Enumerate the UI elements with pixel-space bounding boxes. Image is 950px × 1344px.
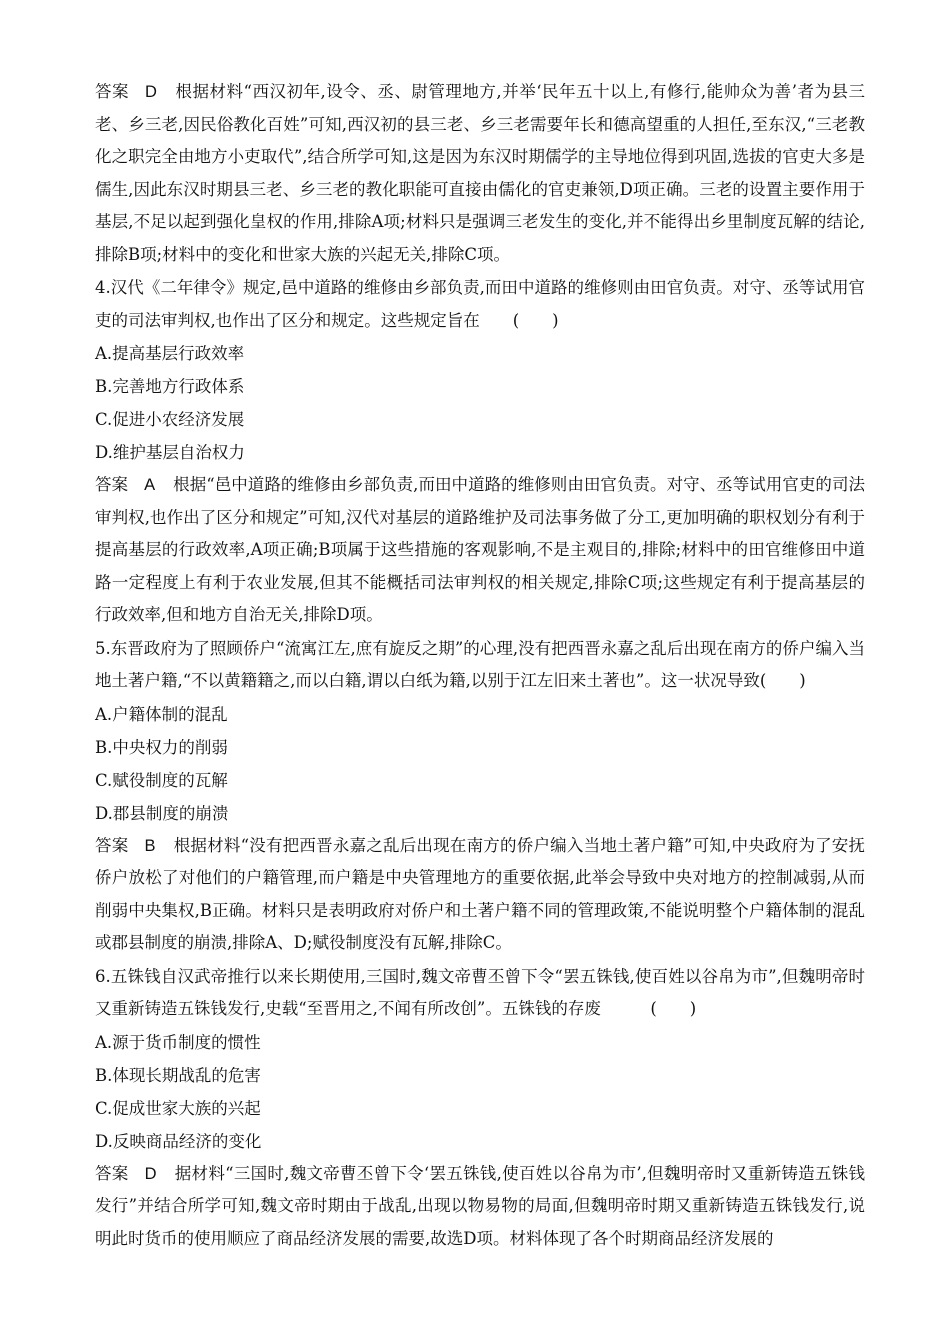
question-4-option-b: B.完善地方行政体系 xyxy=(95,377,245,396)
answer-3 xyxy=(95,76,865,271)
answer-key: A xyxy=(144,476,156,494)
answer-explanation: 根据材料“没有把西晋永嘉之乱后出现在南方的侨户编入当地土著户籍”可知,中央政府为了安抚侨户放松了对他们的户籍管理,而户籍是中央管理地方的重要依据,此举会导致中央对地方的控制减弱,从而削弱中央集权,B正确。材料只是表明政府对侨户和土著户籍不同的管理政策,不能说明整个户籍体制的混乱或郡县制度的崩溃,排除A、D;赋役制度没有瓦解,排除C。 xyxy=(95,835,866,952)
question-4-option-d: D.维护基层自治权力 xyxy=(95,443,245,462)
question-5-option-d: D.郡县制度的崩溃 xyxy=(95,803,229,823)
answer-label: 答案 xyxy=(95,1163,129,1183)
question-6-stem: 6.五铢钱自汉武帝推行以来长期使用,三国时,魏文帝曹丕曾下令“罢五铢钱,使百姓以谷帛为市”,但魏明帝时又重新铸造五铢钱发行,史载“至晋用之,不闻有所改创”。五铢钱的存废 ( ) xyxy=(95,966,865,1018)
question-6-option-d: D.反映商品经济的变化 xyxy=(95,1131,262,1151)
question-6-option-a: A.源于货币制度的惯性 xyxy=(95,1032,261,1052)
document-body xyxy=(95,76,865,1255)
answer-label: 答案 xyxy=(95,475,129,494)
answer-4 xyxy=(95,469,865,632)
question-6-option-c: C.促成世家大族的兴起 xyxy=(95,1098,261,1118)
question-4-option-a: A.提高基层行政效率 xyxy=(95,344,245,363)
question-5-option-a: A.户籍体制的混乱 xyxy=(95,704,228,724)
question-5-option-b: B.中央权力的削弱 xyxy=(95,737,228,757)
answer-key: B xyxy=(144,836,156,855)
answer-explanation: 根据材料“西汉初年,设令、丞、尉管理地方,并举‘民年五十以上,有修行,能帅众为善’者为县三老、乡三老,因民俗教化百姓”可知,西汉初的县三老、乡三老需要年长和德高望重的人担任,至东汉,“三老教化之职完全由地方小吏取代”,结合所学可知,这是因为东汉时期儒学的主导地位得到巩固,选拔的官吏大多是儒生,因此东汉时期县三老、乡三老的教化职能可直接由儒化的官吏兼领,D项正确。三老的设置主要作用于基层,不足以起到强化皇权的作用,排除A项;材料只是强调三老发生的变化,并不能得出乡里制度瓦解的结论,排除B项;材料中的变化和世家大族的兴起无关,排除C项。 xyxy=(95,82,866,264)
answer-key: D xyxy=(144,1164,157,1183)
question-5-stem: 5.东晋政府为了照顾侨户“流寓江左,庶有旋反之期”的心理,没有把西晋永嘉之乱后出现在南方的侨户编入当地土著户籍,“不以黄籍籍之,而以白籍,谓以白纸为籍,以别于江左旧来土著也”。这一状况导致( ) xyxy=(95,638,865,690)
answer-explanation: 据材料“三国时,魏文帝曹丕曾下令‘罢五铢钱,使百姓以谷帛为市’,但魏明帝时又重新铸造五铢钱发行”并结合所学可知,魏文帝时期由于战乱,出现以物易物的局面,但魏明帝时期又重新铸造五铢钱发行,说明此时货币的使用顺应了商品经济发展的需要,故选D项。材料体现了各个时期商品经济发展的 xyxy=(95,1163,865,1248)
question-6-option-b: B.体现长期战乱的危害 xyxy=(95,1065,261,1085)
question-4-option-c: C.促进小农经济发展 xyxy=(95,410,245,429)
question-4-stem: 4.汉代《二年律令》规定,邑中道路的维修由乡部负责,而田中道路的维修则由田官负责。对守、丞等试用官吏的司法审判权,也作出了区分和规定。这些规定旨在 ( ) xyxy=(95,278,865,330)
answer-5 xyxy=(95,830,865,960)
answer-explanation: 根据“邑中道路的维修由乡部负责,而田中道路的维修则由田官负责。对守、丞等试用官吏的司法审判权,也作出了区分和规定”可知,汉代对基层的道路维护及司法事务做了分工,更加明确的职权划分有利于提高基层的行政效率,A项正确;B项属于这些措施的客观影响,不是主观目的,排除;材料中的田官维修田中道路一定程度上有利于农业发展,但其不能概括司法审判权的相关规定,排除C项;这些规定有利于提高基层的行政效率,但和地方自治无关,排除D项。 xyxy=(95,475,866,624)
answer-label: 答案 xyxy=(95,82,130,101)
answer-key: D xyxy=(145,83,157,101)
answer-label: 答案 xyxy=(95,835,129,855)
answer-6 xyxy=(95,1158,865,1256)
question-5-option-c: C.赋役制度的瓦解 xyxy=(95,770,228,790)
